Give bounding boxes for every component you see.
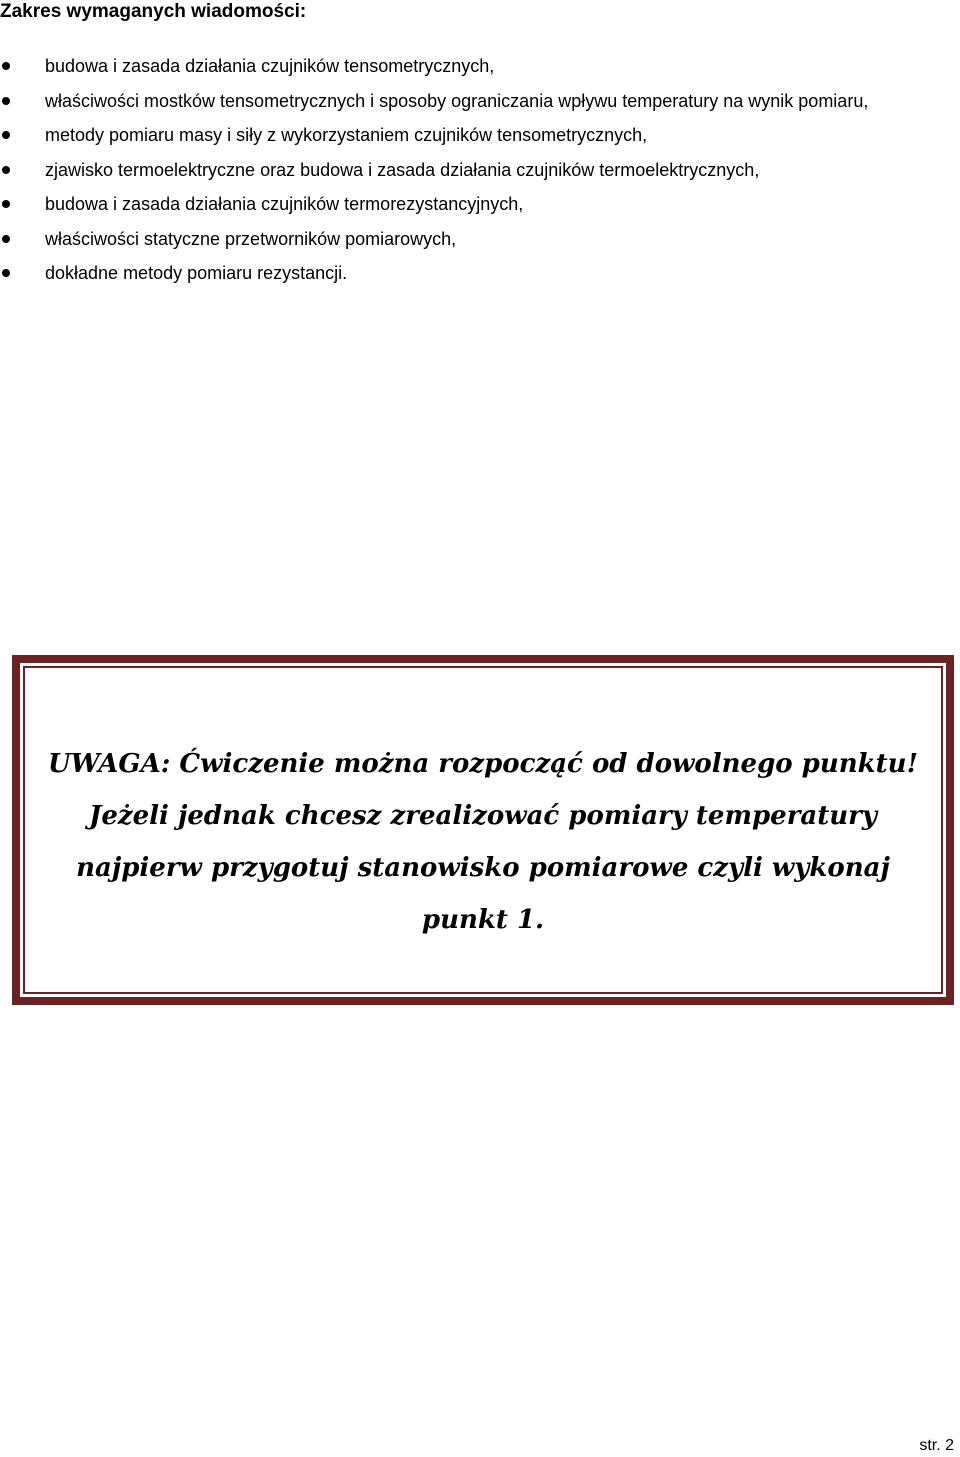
bullet-icon <box>2 166 10 174</box>
list-item-text: metody pomiaru masy i siły z wykorzystaniem czujników tensometrycznych, <box>45 125 648 145</box>
page-number: str. 2 <box>919 1437 954 1454</box>
list-item <box>0 188 960 220</box>
list-item-text: budowa i zasada działania czujników tensometrycznych, <box>45 56 495 76</box>
bullet-icon <box>2 62 10 70</box>
list-item-text: zjawisko termoelektryczne oraz budowa i zasada działania czujników termoelektrycznych, <box>45 159 760 180</box>
list-item-text: właściwości statyczne przetworników pomiarowych, <box>45 228 457 249</box>
bullet-icon <box>2 97 10 105</box>
bullet-icon <box>2 131 10 139</box>
notice-line: punkt 1. <box>421 905 545 935</box>
notice-box-gap <box>20 663 946 997</box>
requirements-list <box>0 50 960 292</box>
list-item-text: dokładne metody pomiaru rezystancji. <box>45 263 348 283</box>
bullet-icon <box>2 200 10 208</box>
list-item <box>0 154 960 186</box>
list-item <box>0 257 960 289</box>
list-item <box>0 119 960 151</box>
list-item <box>0 50 960 82</box>
notice-line: Jeżeli jednak chcesz zrealizować pomiary temperatury <box>89 801 877 831</box>
section-heading: Zakres wymaganych wiadomości: <box>0 1 307 22</box>
notice-line: najpierw przygotuj stanowisko pomiarowe czyli wykonaj <box>76 853 890 883</box>
bullet-icon <box>2 235 10 243</box>
list-item <box>0 223 960 255</box>
list-item-text: właściwości mostków tensometrycznych i sposoby ograniczania wpływu temperatury na wynik pomiaru, <box>45 90 869 111</box>
list-item-text: budowa i zasada działania czujników termorezystancyjnych, <box>45 194 524 214</box>
list-item <box>0 85 960 117</box>
notice-box <box>12 655 954 1005</box>
bullet-icon <box>2 269 10 277</box>
notice-line: UWAGA: Ćwiczenie można rozpocząć od dowolnego punktu! <box>48 749 918 779</box>
notice-box-content <box>23 666 943 994</box>
